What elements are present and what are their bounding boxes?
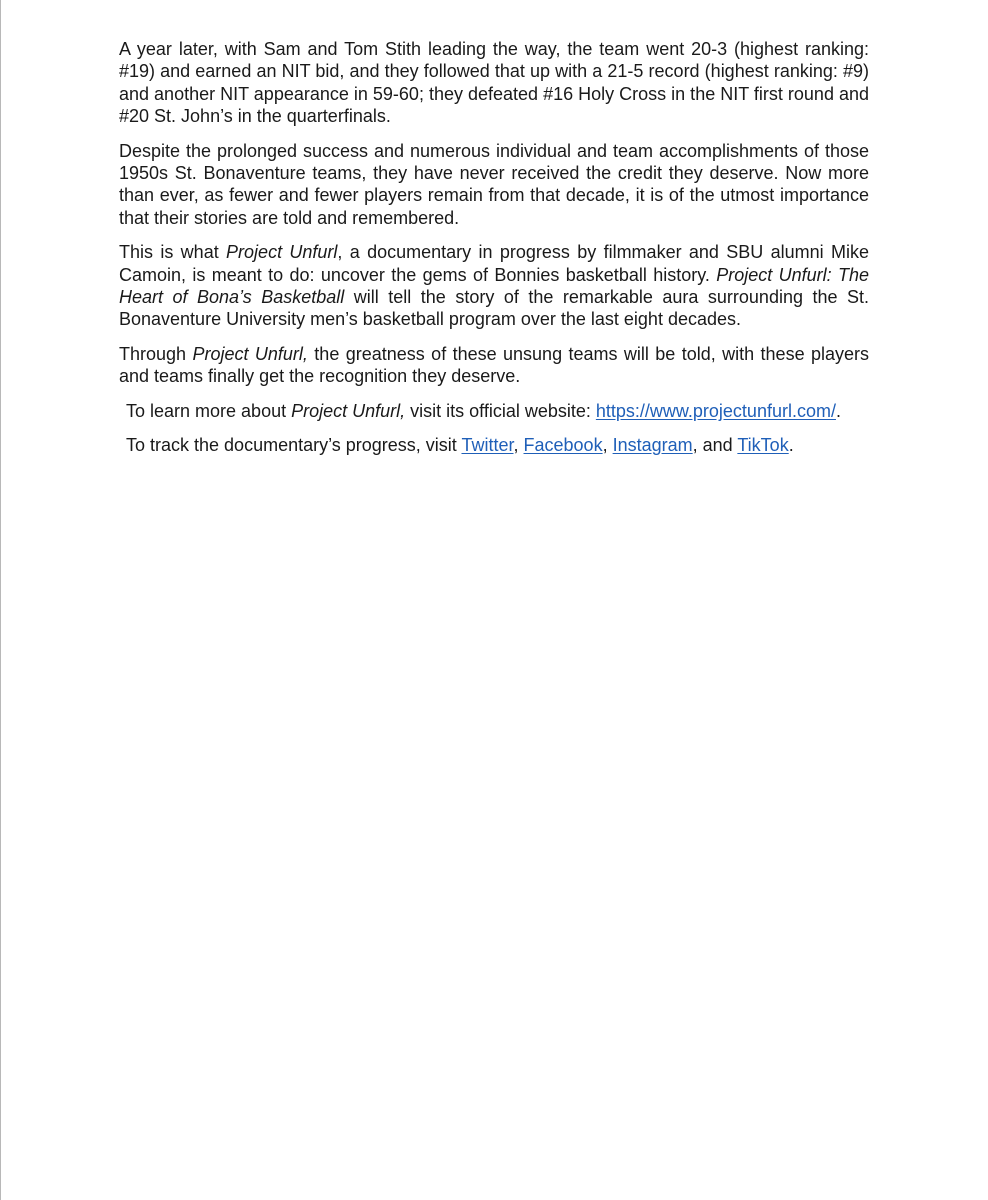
text-run: To learn more about — [126, 400, 292, 421]
paragraph-1950s-credit: Despite the prolonged success and numerous individual and team accomplishments of those 1950s St. Bonaventure teams, they have never received the credit they deserve. Now more than ever, as fewer and fewer players remain from that decade, it is of the utmost importance that their stories are told and remembered. — [119, 140, 869, 228]
paragraph-project-unfurl-intro — [119, 241, 869, 331]
text-run: . — [788, 435, 794, 456]
text-run: To track the documentary’s progress, visit — [126, 435, 462, 456]
text-run: will tell the story of the remarkable aura surrounding the St. Bonaventure University men’s basketball program over the last eight decades. — [119, 287, 870, 330]
instagram-link[interactable]: Instagram — [612, 435, 693, 456]
text-run: visit its official website: — [405, 400, 596, 421]
paragraph-website — [119, 400, 869, 422]
text-run: Through — [119, 343, 193, 364]
paragraph-stith-seasons: A year later, with Sam and Tom Stith leading the way, the team went 20-3 (highest ranking: #19) and earned an NIT bid, and they followed that up with a 21-5 record (highest ranking: #9) and another NIT appearance in 59-60; they defeated #16 Holy Cross in the NIT first round and #20 St. John’s in the quarterfinals. — [119, 39, 869, 127]
facebook-link[interactable]: Facebook — [523, 435, 603, 456]
document-body — [119, 38, 869, 469]
paragraph-unsung-teams — [119, 343, 869, 388]
paragraph-social-links — [119, 434, 869, 456]
documentary-title: Project Unfurl, — [192, 343, 308, 364]
documentary-title: Project Unfurl, — [291, 400, 406, 421]
text-run: . — [835, 400, 841, 421]
documentary-full-title: Project Unfurl: The Heart of Bona’s Basketball — [119, 264, 869, 308]
text-run: , and — [692, 435, 738, 456]
text-run: the greatness of these unsung teams will be told, with these players and teams finally get the recognition they deserve. — [119, 343, 870, 387]
twitter-link[interactable]: Twitter — [461, 435, 514, 456]
tiktok-link[interactable]: TikTok — [737, 435, 789, 456]
text-run: , — [602, 435, 613, 456]
text-run: , — [513, 435, 524, 456]
documentary-title: Project Unfurl — [226, 242, 338, 263]
website-link[interactable]: https://www.projectunfurl.com/ — [595, 400, 836, 421]
text-run: This is what — [119, 242, 227, 263]
page-left-edge — [0, 0, 1, 1200]
text-run: , a documentary in progress by filmmaker and SBU alumni Mike Camoin, is meant to do: uncover the gems of Bonnies basketball history. — [119, 242, 869, 285]
